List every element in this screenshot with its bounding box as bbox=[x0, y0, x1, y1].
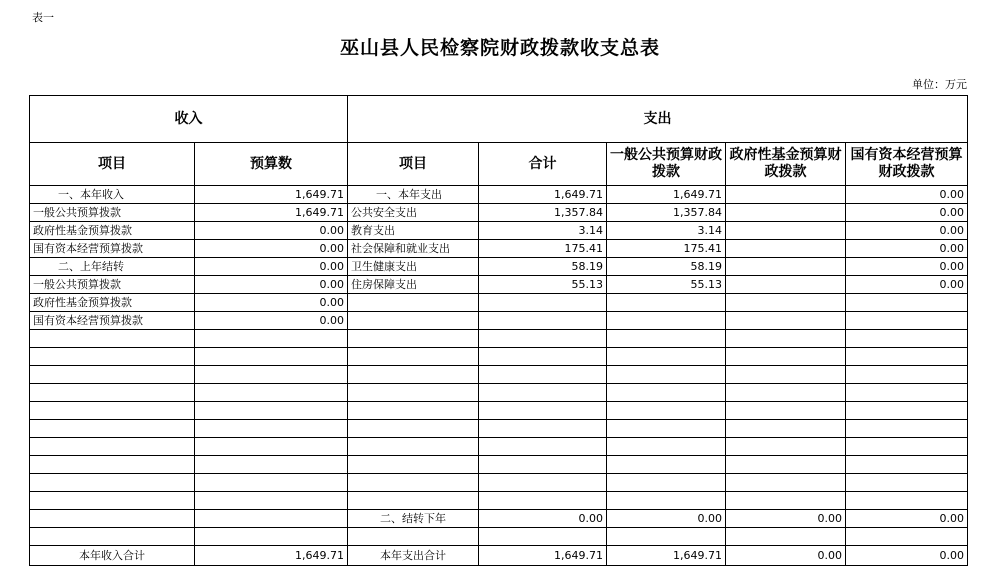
general-public-cell: 0.00 bbox=[607, 510, 726, 528]
total-cell: 58.19 bbox=[479, 258, 607, 276]
table-row bbox=[30, 492, 968, 510]
total-cell: 1,649.71 bbox=[479, 186, 607, 204]
expense-item-cell bbox=[348, 438, 479, 456]
gov-fund-cell bbox=[726, 456, 846, 474]
state-capital-cell bbox=[846, 474, 968, 492]
state-capital-cell bbox=[846, 456, 968, 474]
total-cell bbox=[479, 492, 607, 510]
income-amount-cell bbox=[195, 348, 348, 366]
column-header-row bbox=[30, 143, 968, 186]
expense-item-cell bbox=[348, 492, 479, 510]
table-row bbox=[30, 384, 968, 402]
gov-fund-cell bbox=[726, 438, 846, 456]
state-capital-cell bbox=[846, 528, 968, 546]
gov-fund-cell bbox=[726, 222, 846, 240]
income-amount-cell bbox=[195, 366, 348, 384]
income-item-cell bbox=[30, 420, 195, 438]
expense-item-cell bbox=[348, 402, 479, 420]
state-capital-cell bbox=[846, 348, 968, 366]
state-capital-cell: 0.00 bbox=[846, 546, 968, 566]
table-row bbox=[30, 366, 968, 384]
general-public-cell: 1,357.84 bbox=[607, 204, 726, 222]
expense-item-cell bbox=[348, 474, 479, 492]
total-cell bbox=[479, 456, 607, 474]
state-capital-cell: 0.00 bbox=[846, 222, 968, 240]
income-item-cell: 二、上年结转 bbox=[30, 258, 195, 276]
state-capital-cell bbox=[846, 492, 968, 510]
income-amount-cell bbox=[195, 402, 348, 420]
table-row bbox=[30, 456, 968, 474]
general-public-cell bbox=[607, 348, 726, 366]
gov-fund-cell bbox=[726, 186, 846, 204]
income-item-cell bbox=[30, 384, 195, 402]
general-public-cell bbox=[607, 492, 726, 510]
expense-item-cell: 一、本年支出 bbox=[348, 186, 479, 204]
expense-item-cell: 住房保障支出 bbox=[348, 276, 479, 294]
income-item-cell bbox=[30, 438, 195, 456]
gov-fund-cell bbox=[726, 528, 846, 546]
income-amount-cell bbox=[195, 420, 348, 438]
general-public-cell bbox=[607, 294, 726, 312]
income-item-cell: 国有资本经营预算拨款 bbox=[30, 240, 195, 258]
table-row bbox=[30, 438, 968, 456]
gov-fund-cell bbox=[726, 240, 846, 258]
income-item-cell: 国有资本经营预算拨款 bbox=[30, 312, 195, 330]
table-row bbox=[30, 474, 968, 492]
income-item-cell: 一般公共预算拨款 bbox=[30, 204, 195, 222]
total-cell bbox=[479, 384, 607, 402]
table-row bbox=[30, 276, 968, 294]
expense-item-cell: 卫生健康支出 bbox=[348, 258, 479, 276]
total-cell: 55.13 bbox=[479, 276, 607, 294]
state-capital-cell: 0.00 bbox=[846, 510, 968, 528]
income-amount-cell: 1,649.71 bbox=[195, 546, 348, 566]
income-amount-cell: 0.00 bbox=[195, 312, 348, 330]
gov-fund-cell: 0.00 bbox=[726, 510, 846, 528]
income-amount-cell: 0.00 bbox=[195, 276, 348, 294]
expense-item-cell bbox=[348, 348, 479, 366]
expense-item-cell: 公共安全支出 bbox=[348, 204, 479, 222]
state-capital-cell: 0.00 bbox=[846, 204, 968, 222]
income-item-cell: 政府性基金预算拨款 bbox=[30, 222, 195, 240]
total-cell bbox=[479, 528, 607, 546]
general-public-cell bbox=[607, 402, 726, 420]
gov-fund-cell bbox=[726, 258, 846, 276]
total-cell bbox=[479, 474, 607, 492]
income-amount-cell: 1,649.71 bbox=[195, 204, 348, 222]
state-capital-cell bbox=[846, 420, 968, 438]
page-title: 巫山县人民检察院财政拨款收支总表 bbox=[339, 37, 660, 59]
total-cell: 1,357.84 bbox=[479, 204, 607, 222]
total-cell bbox=[479, 438, 607, 456]
income-amount-cell bbox=[195, 456, 348, 474]
table-row bbox=[30, 510, 968, 528]
income-amount-cell bbox=[195, 330, 348, 348]
total-cell: 175.41 bbox=[479, 240, 607, 258]
col-gov-fund: 政府性基金预算财政拨款 bbox=[726, 143, 846, 186]
general-public-cell bbox=[607, 384, 726, 402]
gov-fund-cell bbox=[726, 474, 846, 492]
total-cell bbox=[479, 312, 607, 330]
gov-fund-cell bbox=[726, 366, 846, 384]
expense-item-cell: 二、结转下年 bbox=[348, 510, 479, 528]
table-row bbox=[30, 258, 968, 276]
expense-item-cell: 教育支出 bbox=[348, 222, 479, 240]
general-public-cell bbox=[607, 438, 726, 456]
expense-item-cell bbox=[348, 420, 479, 438]
expense-item-cell bbox=[348, 312, 479, 330]
income-amount-cell: 0.00 bbox=[195, 240, 348, 258]
gov-fund-cell bbox=[726, 294, 846, 312]
state-capital-cell: 0.00 bbox=[846, 186, 968, 204]
state-capital-cell bbox=[846, 312, 968, 330]
income-item-cell bbox=[30, 510, 195, 528]
income-section-header: 收入 bbox=[30, 96, 348, 143]
col-income-item: 项目 bbox=[30, 143, 195, 186]
table-row bbox=[30, 240, 968, 258]
table-row bbox=[30, 186, 968, 204]
income-item-cell: 本年收入合计 bbox=[30, 546, 195, 566]
state-capital-cell: 0.00 bbox=[846, 240, 968, 258]
table-row bbox=[30, 420, 968, 438]
expense-item-cell: 社会保障和就业支出 bbox=[348, 240, 479, 258]
gov-fund-cell bbox=[726, 384, 846, 402]
expense-item-cell bbox=[348, 330, 479, 348]
state-capital-cell: 0.00 bbox=[846, 258, 968, 276]
income-item-cell bbox=[30, 528, 195, 546]
expense-item-cell bbox=[348, 528, 479, 546]
general-public-cell bbox=[607, 474, 726, 492]
income-amount-cell: 0.00 bbox=[195, 294, 348, 312]
gov-fund-cell bbox=[726, 330, 846, 348]
income-item-cell: 政府性基金预算拨款 bbox=[30, 294, 195, 312]
income-amount-cell bbox=[195, 438, 348, 456]
table-row bbox=[30, 312, 968, 330]
gov-fund-cell bbox=[726, 348, 846, 366]
table-number-label: 表一 bbox=[32, 11, 54, 24]
general-public-cell: 3.14 bbox=[607, 222, 726, 240]
expense-item-cell bbox=[348, 294, 479, 312]
general-public-cell bbox=[607, 330, 726, 348]
income-item-cell: 一般公共预算拨款 bbox=[30, 276, 195, 294]
unit-label: 单位：万元 bbox=[912, 78, 967, 91]
income-item-cell bbox=[30, 366, 195, 384]
table-row bbox=[30, 402, 968, 420]
income-item-cell bbox=[30, 492, 195, 510]
income-item-cell bbox=[30, 330, 195, 348]
income-item-cell bbox=[30, 474, 195, 492]
table-row bbox=[30, 204, 968, 222]
total-cell bbox=[479, 402, 607, 420]
general-public-cell bbox=[607, 420, 726, 438]
general-public-cell: 55.13 bbox=[607, 276, 726, 294]
income-item-cell bbox=[30, 348, 195, 366]
income-amount-cell bbox=[195, 510, 348, 528]
gov-fund-cell bbox=[726, 402, 846, 420]
general-public-cell: 1,649.71 bbox=[607, 186, 726, 204]
income-item-cell: 一、本年收入 bbox=[30, 186, 195, 204]
expense-section-header: 支出 bbox=[348, 96, 968, 143]
general-public-cell bbox=[607, 528, 726, 546]
state-capital-cell bbox=[846, 330, 968, 348]
state-capital-cell bbox=[846, 402, 968, 420]
general-public-cell bbox=[607, 366, 726, 384]
total-cell: 3.14 bbox=[479, 222, 607, 240]
col-general-public: 一般公共预算财政拨款 bbox=[607, 143, 726, 186]
total-cell bbox=[479, 366, 607, 384]
income-amount-cell: 1,649.71 bbox=[195, 186, 348, 204]
state-capital-cell bbox=[846, 366, 968, 384]
income-item-cell bbox=[30, 456, 195, 474]
table-row bbox=[30, 330, 968, 348]
state-capital-cell bbox=[846, 294, 968, 312]
total-cell bbox=[479, 330, 607, 348]
gov-fund-cell: 0.00 bbox=[726, 546, 846, 566]
general-public-cell bbox=[607, 456, 726, 474]
table-row bbox=[30, 294, 968, 312]
state-capital-cell bbox=[846, 384, 968, 402]
gov-fund-cell bbox=[726, 276, 846, 294]
expense-item-cell bbox=[348, 384, 479, 402]
gov-fund-cell bbox=[726, 312, 846, 330]
expense-item-cell: 本年支出合计 bbox=[348, 546, 479, 566]
income-amount-cell bbox=[195, 474, 348, 492]
general-public-cell: 58.19 bbox=[607, 258, 726, 276]
income-item-cell bbox=[30, 402, 195, 420]
col-expense-item: 项目 bbox=[348, 143, 479, 186]
state-capital-cell: 0.00 bbox=[846, 276, 968, 294]
section-header-row bbox=[30, 96, 968, 143]
income-amount-cell bbox=[195, 492, 348, 510]
col-income-amount: 预算数 bbox=[195, 143, 348, 186]
income-amount-cell: 0.00 bbox=[195, 258, 348, 276]
state-capital-cell bbox=[846, 438, 968, 456]
total-cell bbox=[479, 348, 607, 366]
total-cell: 0.00 bbox=[479, 510, 607, 528]
col-state-capital: 国有资本经营预算财政拨款 bbox=[846, 143, 968, 186]
fiscal-summary-table bbox=[29, 95, 968, 566]
general-public-cell bbox=[607, 312, 726, 330]
expense-item-cell bbox=[348, 456, 479, 474]
income-amount-cell: 0.00 bbox=[195, 222, 348, 240]
table-row bbox=[30, 528, 968, 546]
table-row bbox=[30, 348, 968, 366]
gov-fund-cell bbox=[726, 204, 846, 222]
table-row bbox=[30, 546, 968, 566]
income-amount-cell bbox=[195, 384, 348, 402]
income-amount-cell bbox=[195, 528, 348, 546]
general-public-cell: 1,649.71 bbox=[607, 546, 726, 566]
general-public-cell: 175.41 bbox=[607, 240, 726, 258]
total-cell bbox=[479, 294, 607, 312]
gov-fund-cell bbox=[726, 492, 846, 510]
expense-item-cell bbox=[348, 366, 479, 384]
col-total: 合计 bbox=[479, 143, 607, 186]
total-cell: 1,649.71 bbox=[479, 546, 607, 566]
table-row bbox=[30, 222, 968, 240]
total-cell bbox=[479, 420, 607, 438]
gov-fund-cell bbox=[726, 420, 846, 438]
